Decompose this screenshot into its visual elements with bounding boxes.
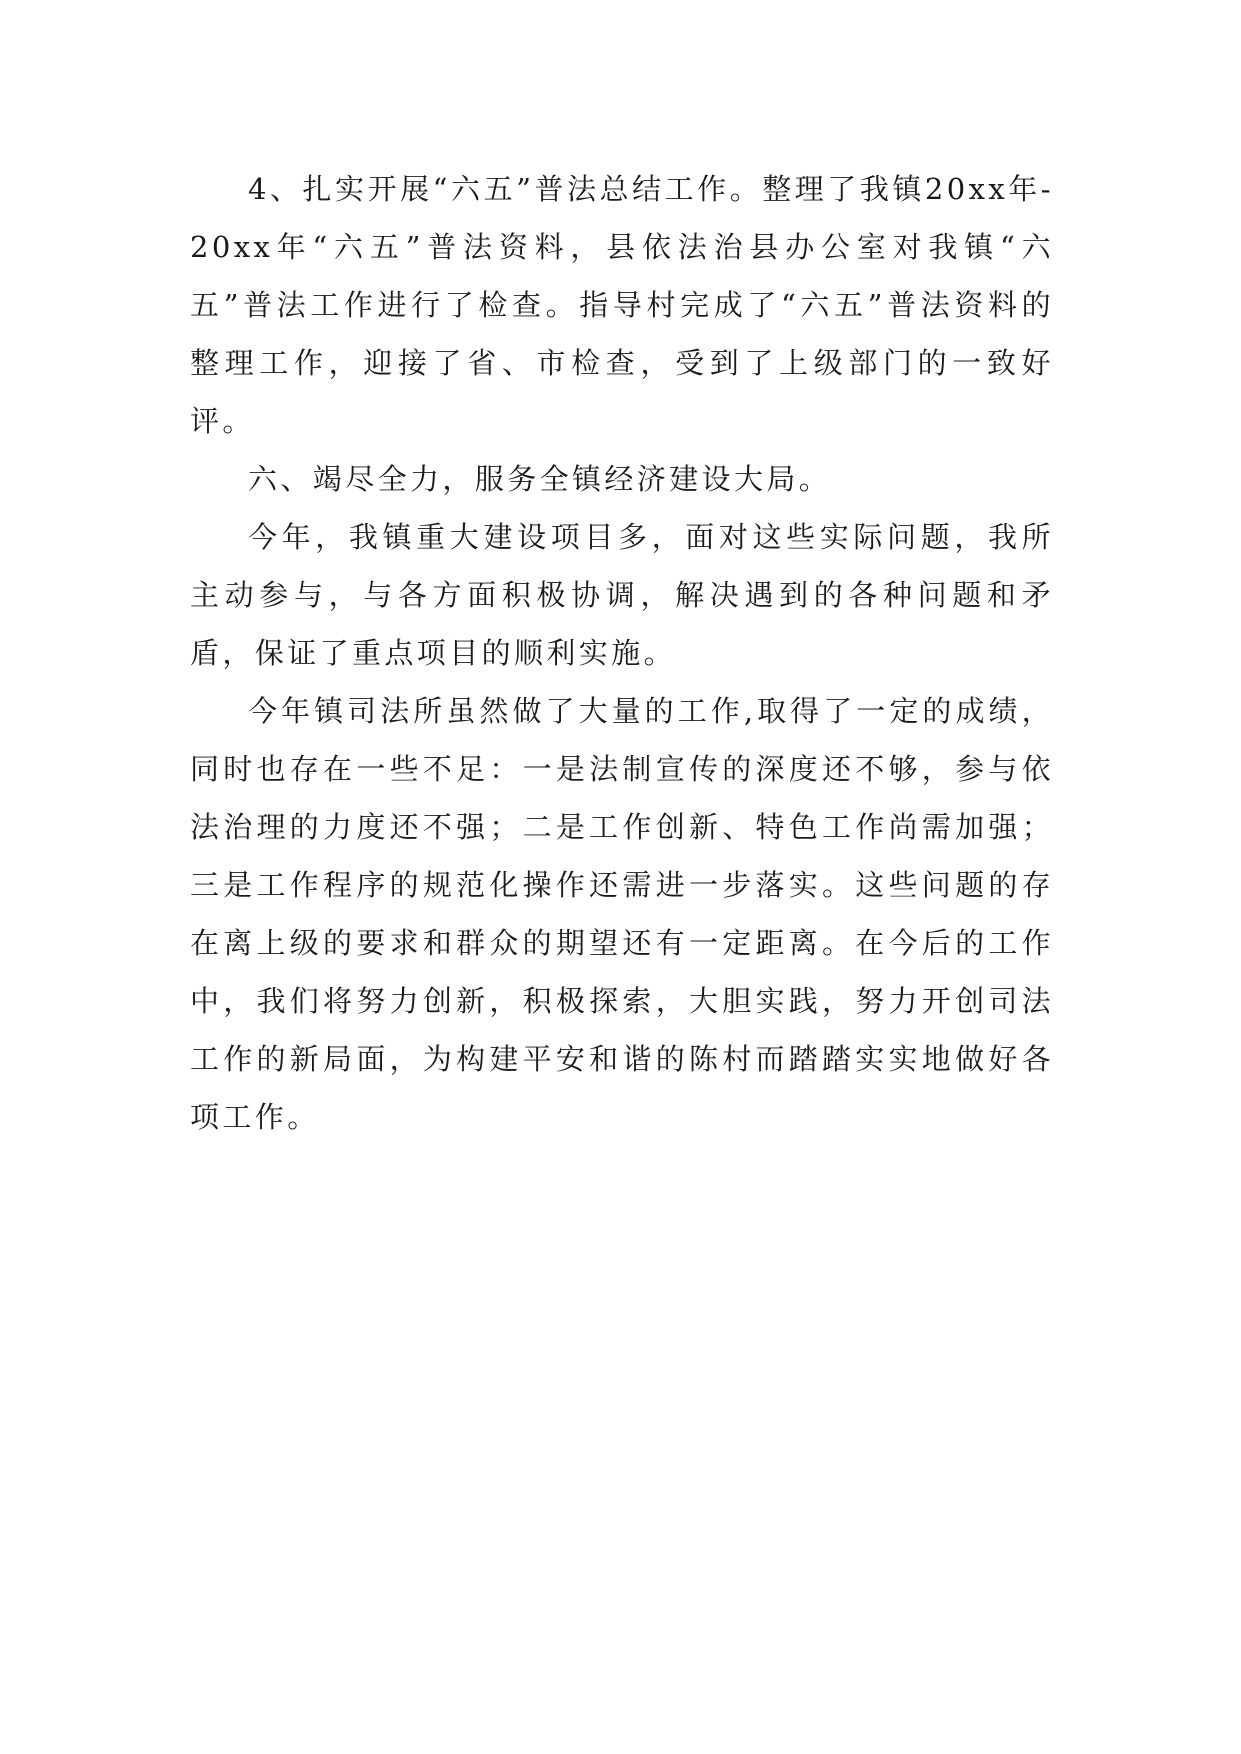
document-body (190, 160, 1054, 1146)
section-heading-six: 六、竭尽全力，服务全镇经济建设大局。 (248, 462, 832, 496)
paragraph-construction: 今年，我镇重大建设项目多，面对这些实际问题，我所主动参与，与各方面积极协调，解决遇到的各种问题和矛盾，保证了重点项目的顺利实施。 (190, 520, 1054, 670)
paragraph-puFa-summary: 4、扎实开展“六五”普法总结工作。整理了我镇20xx年-20xx年“六五”普法资料，县依法治县办公室对我镇“六五”普法工作进行了检查。指导村完成了“六五”普法资料的整理工作，迎接了省、市检查，受到了上级部门的一致好评。 (190, 172, 1054, 438)
paragraph-shortcomings: 今年镇司法所虽然做了大量的工作,取得了一定的成绩，同时也存在一些不足：一是法制宣传的深度还不够，参与依法治理的力度还不强；二是工作创新、特色工作尚需加强；三是工作程序的规范化操作还需进一步落实。这些问题的存在离上级的要求和群众的期望还有一定距离。在今后的工作中，我们将努力创新，积极探索，大胆实践，努力开创司法工作的新局面，为构建平安和谐的陈村而踏踏实实地做好各项工作。 (190, 694, 1054, 1134)
